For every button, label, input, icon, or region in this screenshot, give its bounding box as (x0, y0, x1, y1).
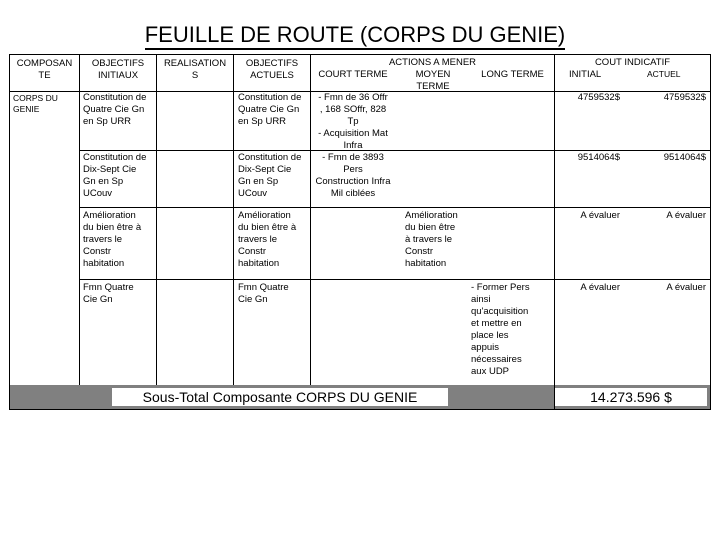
row2-objectif-initial: Constitution de Dix-Sept Cie Gn en Sp UCouv (83, 152, 147, 199)
row1-cout-actuel: 4759532$ (663, 92, 706, 103)
header-long-terme: LONG TERME (481, 69, 544, 80)
row2-court-terme: - Fmn de 3893 Pers Construction Infra Mil ciblées (315, 152, 391, 199)
header-moyen-terme: MOYEN TERME (415, 69, 451, 92)
row3-cout-actuel: A évaluer (666, 210, 706, 221)
row4-objectif-initial: Fmn Quatre Cie Gn (83, 282, 134, 305)
row3-moyen-terme: Amélioration du bien être à travers le Constr habitation (405, 210, 458, 269)
row4-cout-actuel: A évaluer (666, 282, 706, 293)
row1-objectif-actuel: Constitution de Quatre Cie Gn en Sp URR (238, 92, 302, 127)
title-text: FEUILLE DE ROUTE (CORPS DU GENIE) (145, 22, 566, 50)
header-actuel: ACTUEL (647, 69, 681, 79)
row4-objectif-actuel: Fmn Quatre Cie Gn (238, 282, 289, 305)
header-cout-indicatif: COUT INDICATIF (594, 57, 671, 68)
row1-court-terme: - Fmn de 36 Offr , 168 SOffr, 828 Tp - Acquisition Mat Infra (318, 92, 388, 151)
composante-value: CORPS DU GENIE (13, 93, 58, 114)
row3-cout-initial: A évaluer (580, 210, 620, 221)
row-divider (79, 207, 710, 208)
header-objectifs-initiaux: OBJECTIFS INITIAUX (91, 58, 145, 81)
row4-cout-initial: A évaluer (580, 282, 620, 293)
header-composante: COMPOSAN TE (16, 58, 73, 81)
header-initial: INITIAL (569, 69, 602, 80)
page-title (0, 22, 710, 48)
col-divider (233, 55, 234, 385)
row2-objectif-actuel: Constitution de Dix-Sept Cie Gn en Sp UCouv (238, 152, 302, 199)
row3-objectif-initial: Amélioration du bien être à travers le Constr habitation (83, 210, 142, 269)
header-actions-a-mener: ACTIONS A MENER (388, 57, 477, 68)
col-divider (156, 55, 157, 385)
header-objectifs-actuels: OBJECTIFS ACTUELS (245, 58, 299, 81)
row-divider (79, 279, 710, 280)
header-court-terme: COURT TERME (318, 69, 388, 80)
row2-cout-initial: 9514064$ (577, 152, 620, 163)
row1-objectif-initial: Constitution de Quatre Cie Gn en Sp URR (83, 92, 147, 127)
header-realisations: REALISATION S (163, 58, 227, 81)
subtotal-label: Sous-Total Composante CORPS DU GENIE (112, 388, 448, 406)
row1-cout-initial: 4759532$ (577, 92, 620, 103)
subtotal-value: 14.273.596 $ (555, 388, 707, 406)
row2-cout-actuel: 9514064$ (663, 152, 706, 163)
subtotal-row (10, 385, 710, 409)
col-divider (79, 55, 80, 385)
row3-objectif-actuel: Amélioration du bien être à travers le Constr habitation (238, 210, 297, 269)
row4-long-terme: - Former Pers ainsi qu'acquisition et mettre en place les appuis nécessaires aux UDP (471, 282, 530, 377)
roadmap-table (9, 54, 711, 410)
